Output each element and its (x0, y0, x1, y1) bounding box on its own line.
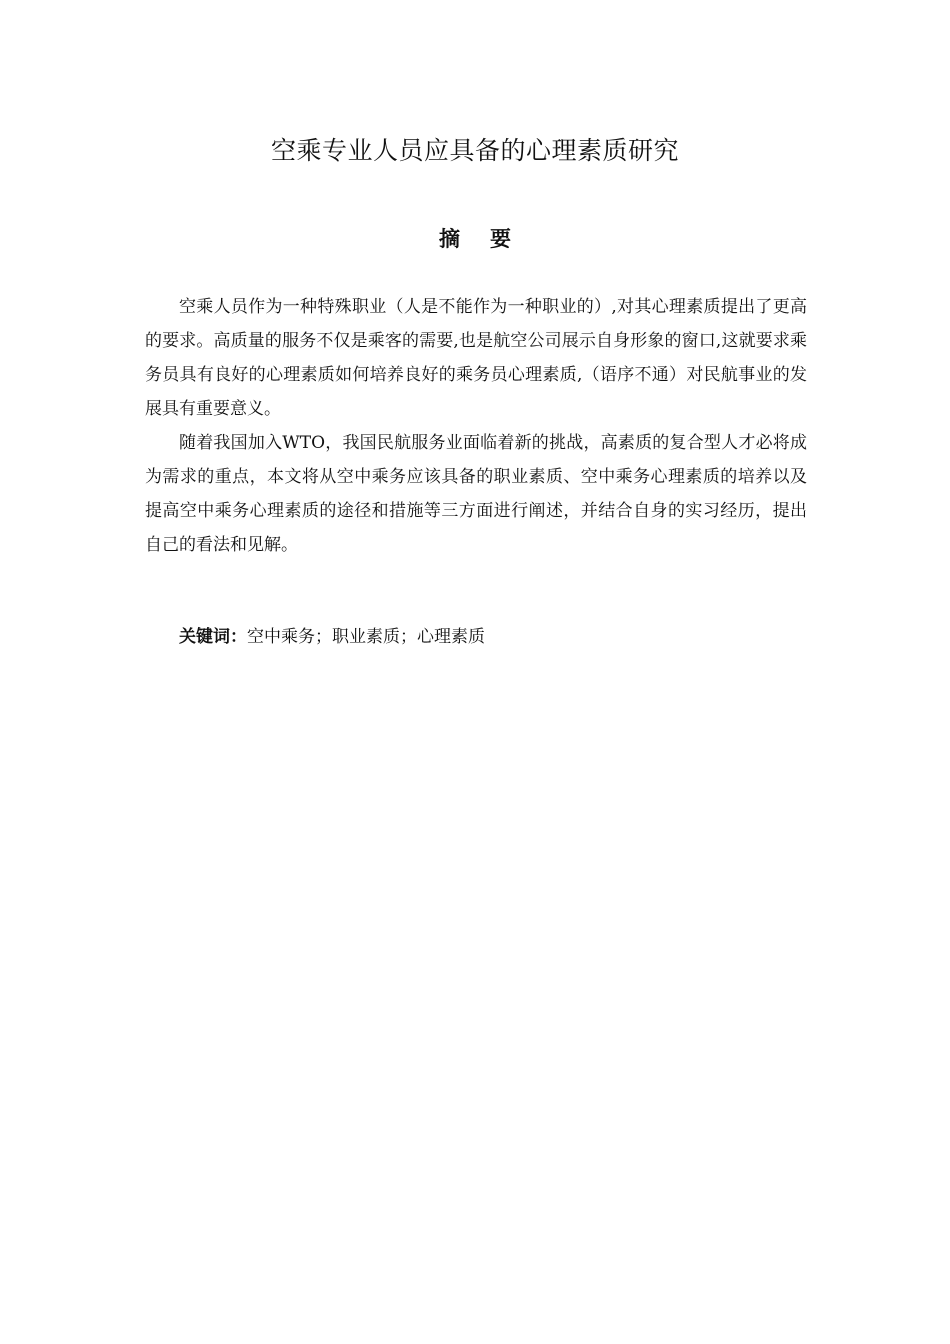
keywords-line (145, 620, 807, 654)
keywords-list: 空中乘务；职业素质；心理素质 (247, 627, 485, 647)
abstract-paragraph-1: 空乘人员作为一种特殊职业（人是不能作为一种职业的）,对其心理素质提出了更高的要求。高质量的服务不仅是乘客的需要,也是航空公司展示自身形象的窗口,这就要求乘务员具有良好的心理素质如何培养良好的乘务员心理素质,（语序不通）对民航事业的发展具有重要意义。 (145, 297, 807, 419)
abstract-heading: 摘要 (439, 227, 541, 251)
abstract-paragraph-2: 随着我国加入WTO，我国民航服务业面临着新的挑战，高素质的复合型人才必将成为需求的重点，本文将从空中乘务应该具备的职业素质、空中乘务心理素质的培养以及提高空中乘务心理素质的途径和措施等三方面进行阐述，并结合自身的实习经历，提出自己的看法和见解。 (145, 433, 807, 555)
abstract-body (145, 290, 807, 562)
keywords-label: 关键词： (179, 627, 247, 647)
document-title: 空乘专业人员应具备的心理素质研究 (270, 136, 679, 165)
